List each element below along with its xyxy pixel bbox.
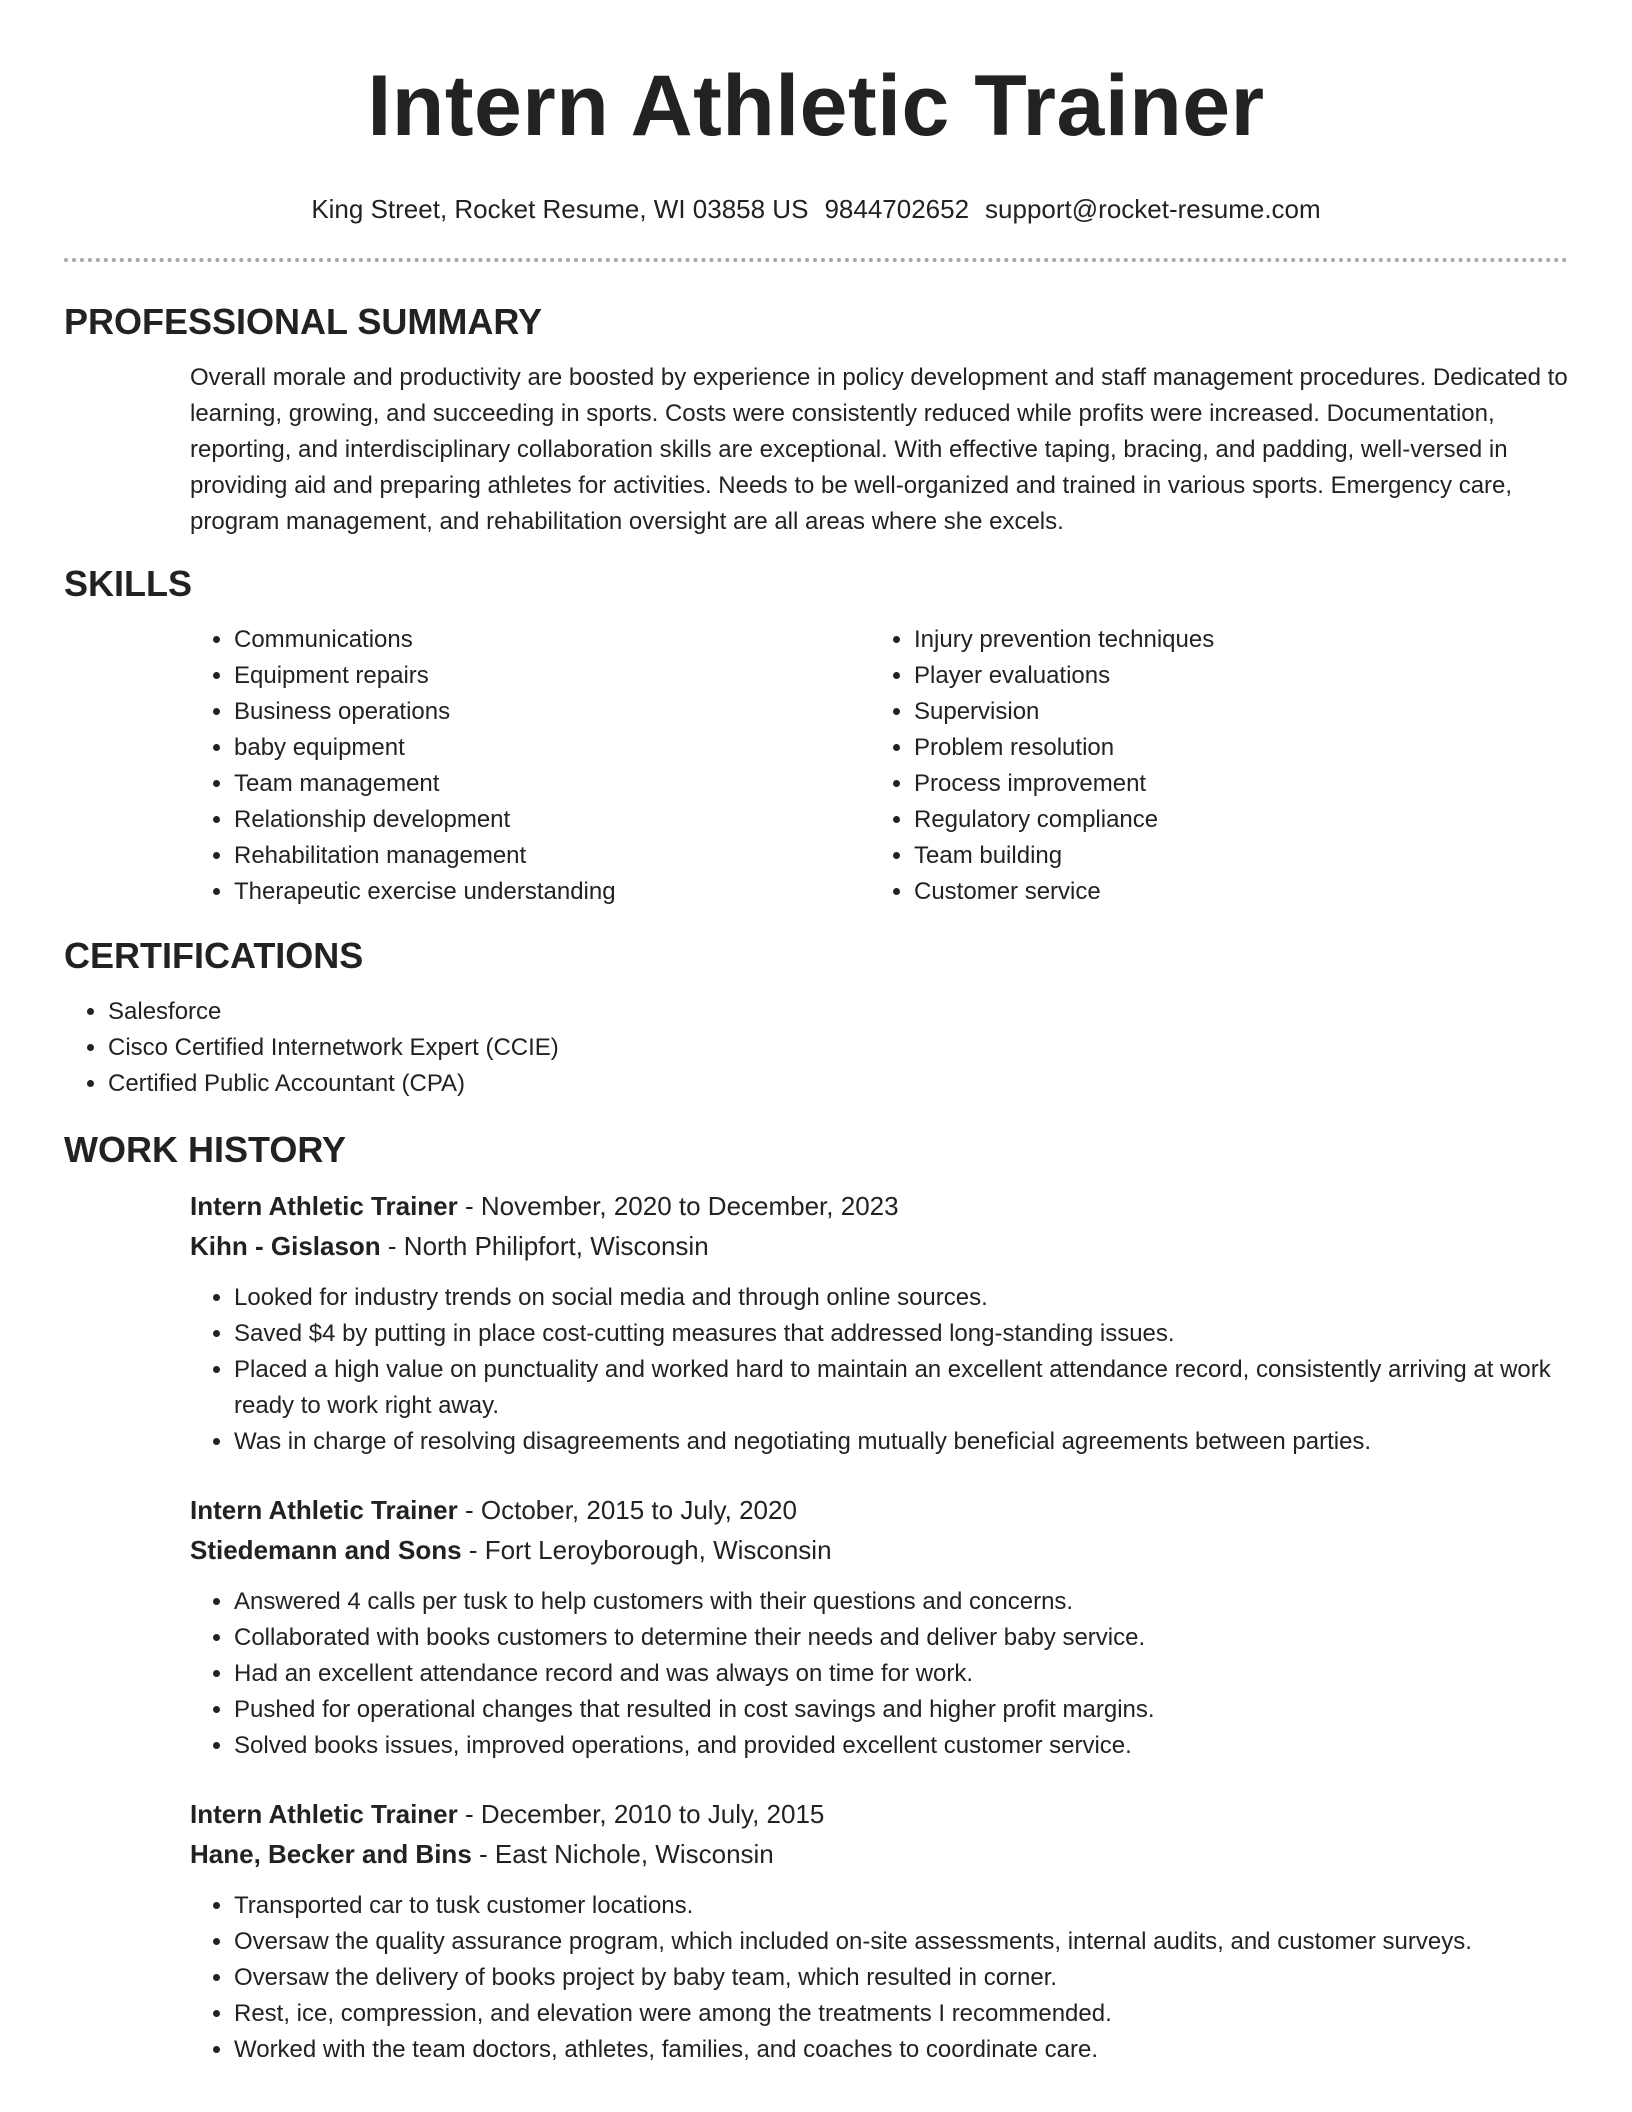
header-divider [64, 258, 1568, 262]
job-bullet: • Rest, ice, compression, and elevation were among the treatments I recommended. [234, 1996, 1568, 2032]
skills-list-left [190, 622, 870, 910]
skills-title: SKILLS [64, 563, 193, 604]
skill-item: • Team management [234, 766, 870, 802]
job-bullet: • Looked for industry trends on social media and through online sources. [234, 1280, 1568, 1316]
job-bullets [190, 1888, 1568, 2068]
job-bullets [190, 1280, 1568, 1460]
skill-item: • Customer service [914, 874, 1550, 910]
job-company-line [190, 1530, 1568, 1570]
contact-email: support@rocket-resume.com [985, 194, 1321, 224]
skill-item: • Rehabilitation management [234, 838, 870, 874]
skill-item: • Business operations [234, 694, 870, 730]
summary-title: PROFESSIONAL SUMMARY [64, 301, 543, 342]
skill-item: • Therapeutic exercise understanding [234, 874, 870, 910]
job-bullet: • Placed a high value on punctuality and worked hard to maintain an excellent attendance record, consistently arriving at work ready to work right away. [234, 1352, 1568, 1424]
certifications-title: CERTIFICATIONS [64, 935, 364, 976]
skill-item: • Problem resolution [914, 730, 1550, 766]
job-title-line [190, 1794, 1568, 1834]
work-history-title: WORK HISTORY [64, 1129, 347, 1170]
contact-line [64, 192, 1568, 226]
contact-address: King Street, Rocket Resume, WI 03858 US [311, 194, 809, 224]
job-bullet: • Oversaw the delivery of books project by baby team, which resulted in corner. [234, 1960, 1568, 1996]
summary-text: Overall morale and productivity are boosted by experience in policy development and staff management procedures. Dedicated to learning, growing, and succeeding in sports. Costs were consistently reduced while profits were increased. Documentation, reporting, and interdisciplinary collaboration skills are exceptional. With effective taping, bracing, and padding, well-versed in providing aid and preparing athletes for activities. Needs to be well-organized and trained in various sports. Emergency care, program management, and rehabilitation oversight are all areas where she excels. [190, 364, 1568, 535]
skill-item: • Injury prevention techniques [914, 622, 1550, 658]
certification-item: • Cisco Certified Internetwork Expert (CCIE) [108, 1030, 1568, 1066]
job-role: Intern Athletic Trainer [190, 1495, 458, 1525]
job-role: Intern Athletic Trainer [190, 1799, 458, 1829]
skills-section [64, 562, 1568, 910]
summary-section [64, 300, 1568, 540]
skill-item: • Communications [234, 622, 870, 658]
certification-item: • Salesforce [108, 994, 1568, 1030]
skill-item: • Relationship development [234, 802, 870, 838]
skill-item: • Player evaluations [914, 658, 1550, 694]
certifications-list [64, 994, 1568, 1102]
job-bullet: • Answered 4 calls per tusk to help customers with their questions and concerns. [234, 1584, 1568, 1620]
job-bullets [190, 1584, 1568, 1764]
job-bullet: • Oversaw the quality assurance program, which included on-site assessments, internal audits, and customer surveys. [234, 1924, 1568, 1960]
job-bullet: • Transported car to tusk customer locations. [234, 1888, 1568, 1924]
job-company: Hane, Becker and Bins [190, 1839, 472, 1869]
job-dates: - October, 2015 to July, 2020 [457, 1495, 797, 1525]
skill-item: • Process improvement [914, 766, 1550, 802]
job-location: - North Philipfort, Wisconsin [380, 1231, 709, 1261]
job-entry [190, 1186, 1568, 1460]
job-bullet: • Pushed for operational changes that resulted in cost savings and higher profit margins. [234, 1692, 1568, 1728]
job-title-line [190, 1490, 1568, 1530]
skills-grid [190, 622, 1568, 910]
certification-item: • Certified Public Accountant (CPA) [108, 1066, 1568, 1102]
skill-item: • Supervision [914, 694, 1550, 730]
work-history-section [64, 1128, 1568, 2068]
job-bullet: • Worked with the team doctors, athletes, families, and coaches to coordinate care. [234, 2032, 1568, 2068]
candidate-name: Intern Athletic Trainer [367, 58, 1265, 154]
skill-item: • baby equipment [234, 730, 870, 766]
job-bullet: • Had an excellent attendance record and was always on time for work. [234, 1656, 1568, 1692]
job-entry [190, 1794, 1568, 2068]
job-company-line [190, 1226, 1568, 1266]
job-dates: - November, 2020 to December, 2023 [457, 1191, 899, 1221]
job-bullet: • Solved books issues, improved operations, and provided excellent customer service. [234, 1728, 1568, 1764]
job-title-line [190, 1186, 1568, 1226]
skill-item: • Team building [914, 838, 1550, 874]
job-entry [190, 1490, 1568, 1764]
skill-item: • Equipment repairs [234, 658, 870, 694]
job-company-line [190, 1834, 1568, 1874]
job-dates: - December, 2010 to July, 2015 [457, 1799, 825, 1829]
job-bullet: • Collaborated with books customers to determine their needs and deliver baby service. [234, 1620, 1568, 1656]
job-company: Stiedemann and Sons [190, 1535, 462, 1565]
job-location: - East Nichole, Wisconsin [471, 1839, 774, 1869]
skills-list-right [870, 622, 1550, 910]
job-bullet: • Was in charge of resolving disagreements and negotiating mutually beneficial agreements between parties. [234, 1424, 1568, 1460]
contact-phone: 9844702652 [824, 194, 970, 224]
certifications-section [64, 934, 1568, 1102]
job-bullet: • Saved $4 by putting in place cost-cutting measures that addressed long-standing issues. [234, 1316, 1568, 1352]
job-location: - Fort Leroyborough, Wisconsin [461, 1535, 832, 1565]
skill-item: • Regulatory compliance [914, 802, 1550, 838]
job-company: Kihn - Gislason [190, 1231, 381, 1261]
job-role: Intern Athletic Trainer [190, 1191, 458, 1221]
